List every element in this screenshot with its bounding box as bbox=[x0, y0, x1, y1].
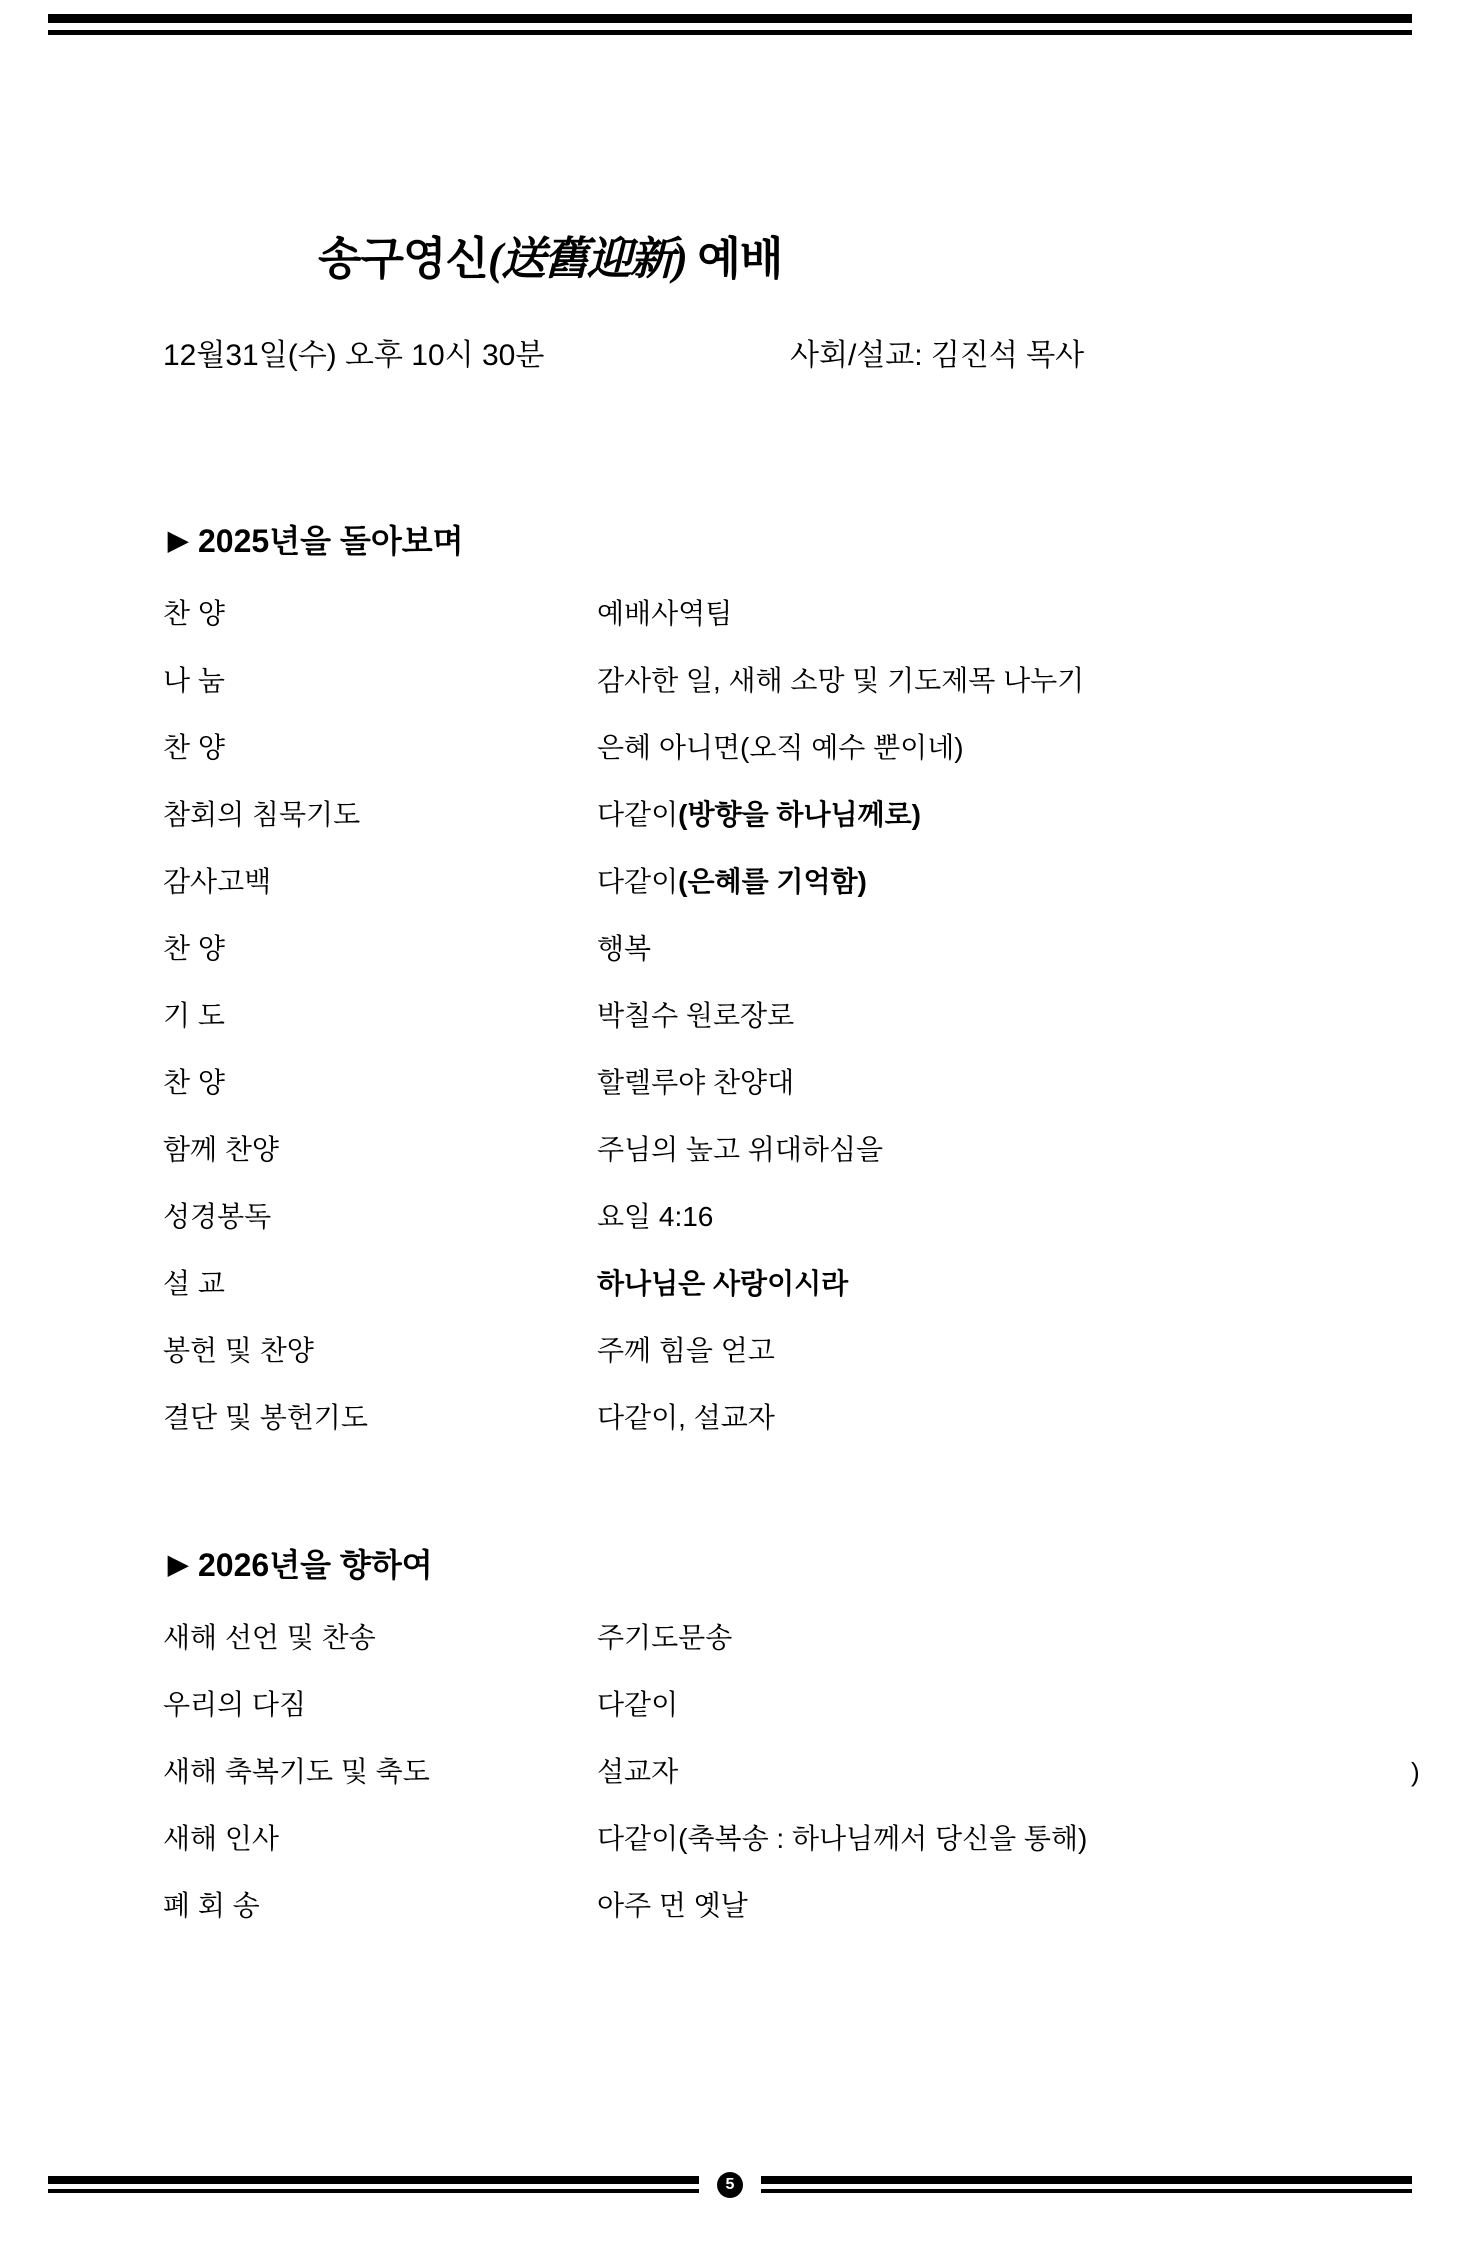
order-label: 찬 양 bbox=[163, 598, 225, 629]
order-row bbox=[163, 1884, 1343, 1951]
order-label: 우리의 다짐 bbox=[163, 1689, 307, 1720]
order-label: 성경봉독 bbox=[163, 1201, 272, 1232]
order-row bbox=[163, 1061, 1343, 1128]
service-datetime: 12월31일(수) 오후 10시 30분 bbox=[163, 339, 545, 372]
section-heading-2026-label: 2026년을 향하여 bbox=[198, 1547, 433, 1583]
order-label: 나 눔 bbox=[163, 665, 225, 696]
page-title bbox=[318, 222, 782, 287]
order-value-emphasis: (은혜를 기억함) bbox=[678, 866, 867, 897]
order-label: 찬 양 bbox=[163, 933, 225, 964]
order-value bbox=[597, 860, 867, 900]
order-of-service-2026 bbox=[163, 1616, 1343, 1951]
order-label: 참회의 침묵기도 bbox=[163, 799, 361, 830]
top-rule-thick bbox=[48, 14, 1412, 23]
order-label: 봉헌 및 찬양 bbox=[163, 1335, 314, 1366]
order-value: 하나님은 사랑이시라 bbox=[597, 1268, 849, 1299]
triangle-marker-icon: ▶ bbox=[168, 525, 188, 555]
order-label: 찬 양 bbox=[163, 732, 225, 763]
title-hanja: (送舊迎新) bbox=[487, 234, 686, 284]
order-row bbox=[163, 1128, 1343, 1195]
order-row bbox=[163, 1616, 1343, 1683]
order-value-prefix: 다같이 bbox=[597, 866, 679, 897]
triangle-marker-icon: ▶ bbox=[168, 1549, 188, 1579]
order-label: 기 도 bbox=[163, 1000, 225, 1031]
section-heading-2025-label: 2025년을 돌아보며 bbox=[198, 523, 464, 559]
page-number-label: 5 bbox=[717, 2172, 743, 2198]
order-label: 새해 인사 bbox=[163, 1823, 279, 1854]
order-value: 주께 힘을 얻고 bbox=[597, 1335, 775, 1366]
order-row bbox=[163, 1750, 1343, 1817]
order-label: 결단 및 봉헌기도 bbox=[163, 1402, 368, 1433]
order-row bbox=[163, 860, 1343, 927]
order-row bbox=[163, 1329, 1343, 1396]
order-row bbox=[163, 726, 1343, 793]
top-divider bbox=[48, 14, 1412, 35]
order-value-prefix: 다같이 bbox=[597, 799, 679, 830]
order-value: 예배사역팀 bbox=[597, 598, 733, 629]
section-heading-2025 bbox=[168, 516, 464, 562]
order-value-emphasis: (방향을 하나님께로) bbox=[678, 799, 921, 830]
order-value: 행복 bbox=[597, 933, 652, 964]
order-row bbox=[163, 659, 1343, 726]
order-value: 은혜 아니면(오직 예수 뿐이네) bbox=[597, 732, 964, 763]
order-row bbox=[163, 927, 1343, 994]
order-value: 다같이 bbox=[597, 1689, 679, 1720]
order-of-service-2025 bbox=[163, 592, 1343, 1463]
page-number bbox=[699, 2168, 761, 2202]
top-rule-gap bbox=[48, 23, 1412, 30]
title-tail: 예배 bbox=[685, 233, 783, 284]
order-label: 폐 회 송 bbox=[163, 1890, 260, 1921]
order-label: 감사고백 bbox=[163, 866, 272, 897]
order-value bbox=[597, 793, 921, 833]
order-row bbox=[163, 592, 1343, 659]
order-row bbox=[163, 1195, 1343, 1262]
order-label: 새해 선언 및 찬송 bbox=[163, 1622, 376, 1653]
top-rule-thin bbox=[48, 30, 1412, 35]
order-value: 박칠수 원로장로 bbox=[597, 1000, 795, 1031]
footer bbox=[48, 2176, 1412, 2216]
order-row bbox=[163, 994, 1343, 1061]
order-row bbox=[163, 1817, 1343, 1884]
order-value: 주기도문송 bbox=[597, 1622, 733, 1653]
order-row bbox=[163, 793, 1343, 860]
order-label: 함께 찬양 bbox=[163, 1134, 279, 1165]
order-value: 다같이(축복송 : 하나님께서 당신을 통해) bbox=[597, 1823, 1088, 1854]
order-value: 설교자 bbox=[597, 1756, 679, 1787]
order-row bbox=[163, 1262, 1343, 1329]
order-label: 새해 축복기도 및 축도 bbox=[163, 1756, 430, 1787]
order-value: 요일 4:16 bbox=[597, 1201, 714, 1232]
order-label: 찬 양 bbox=[163, 1067, 225, 1098]
order-value: 감사한 일, 새해 소망 및 기도제목 나누기 bbox=[597, 665, 1085, 696]
stray-parenthesis-mark: ) bbox=[1411, 1757, 1420, 1787]
order-value: 아주 먼 옛날 bbox=[597, 1890, 748, 1921]
order-row bbox=[163, 1396, 1343, 1463]
section-heading-2026 bbox=[168, 1540, 433, 1586]
order-label: 설 교 bbox=[163, 1268, 225, 1299]
order-row bbox=[163, 1683, 1343, 1750]
order-value: 주님의 높고 위대하심을 bbox=[597, 1134, 884, 1165]
title-main: 송구영신 bbox=[318, 233, 488, 284]
order-value: 다같이, 설교자 bbox=[597, 1402, 775, 1433]
service-officiant: 사회/설교: 김진석 목사 bbox=[790, 339, 1085, 372]
order-value: 할렐루야 찬양대 bbox=[597, 1067, 795, 1098]
